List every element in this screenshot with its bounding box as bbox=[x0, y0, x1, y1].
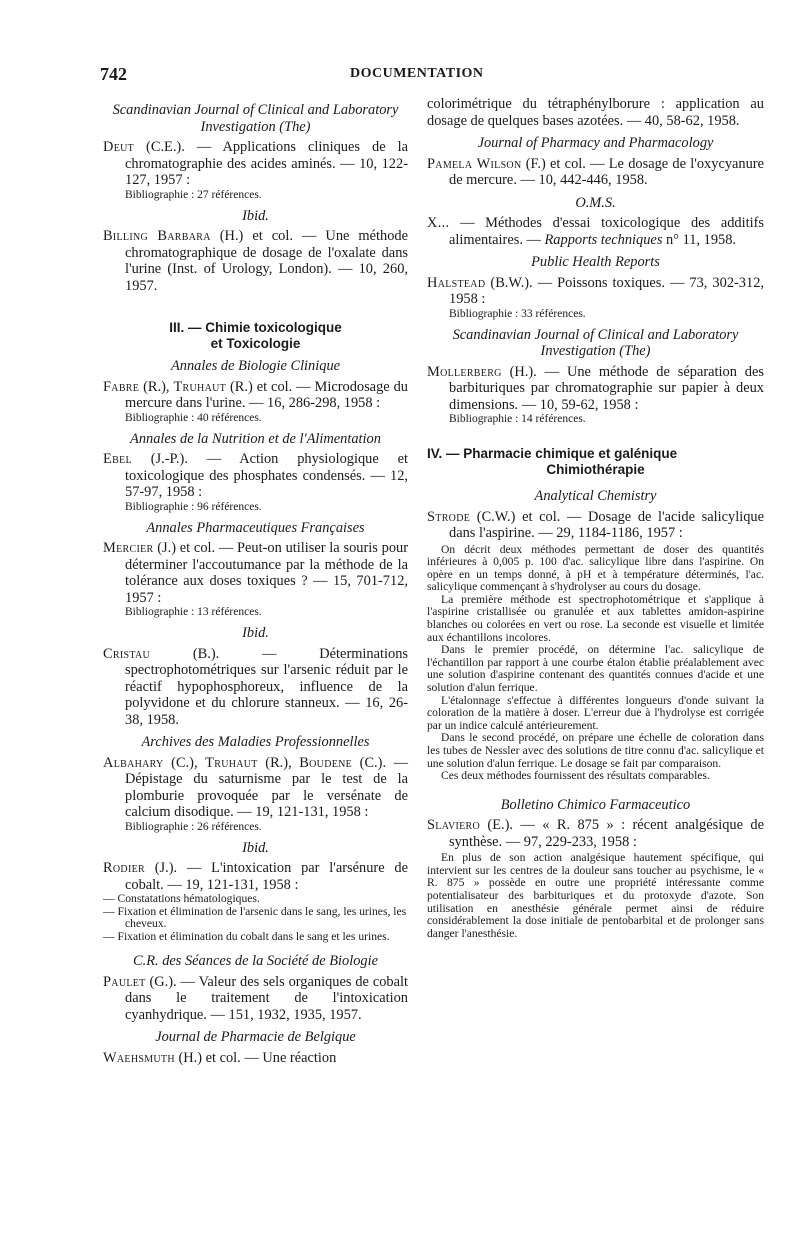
right-column bbox=[427, 96, 764, 940]
journal-title: Ibid. bbox=[242, 625, 269, 641]
bibliography-count: Bibliographie : 14 références. bbox=[449, 413, 586, 425]
bib-entry: Strode (C.W.) et col. — Dosage de l'acide salicylique dans l'aspirine. — 29, 1184-1186, 1957 : bbox=[427, 508, 764, 541]
journal-title: Ibid. bbox=[242, 839, 269, 856]
left-column bbox=[103, 96, 408, 1066]
bib-entry: Paulet (G.). — Valeur des sels organiques de cobalt dans le traitement de l'intoxication cyanhydrique. — 151, 1932, 1935, 1957. bbox=[103, 973, 408, 1023]
abstract: En plus de son action analgésique hautement spécifique, qui intervient sur les centres de la douleur sans toucher au psychisme, le « R. 875 » possède en outre une propriété intéressante comme potentialisateur des barbituriques et du protoxyde d'azote. Son utilisation en anesthésie générale permet ainsi de réduire considérablement la dose initiale de pentobarbital et de prolonger sans danger l'anesthésie. bbox=[427, 851, 764, 940]
journal-title: C.R. des Séances de la Société de Biologie bbox=[133, 953, 378, 970]
running-title: DOCUMENTATION bbox=[350, 66, 484, 81]
bibliography-count: Bibliographie : 40 références. bbox=[125, 411, 262, 424]
page-header bbox=[100, 64, 780, 86]
journal-title: O.M.S. bbox=[575, 194, 616, 211]
journal-title: Annales de Biologie Clinique bbox=[170, 358, 341, 374]
journal-title: Public Health Reports bbox=[531, 254, 660, 270]
journal-title: Archives des Maladies Professionnelles bbox=[141, 734, 370, 750]
list-item: — Fixation et élimination de l'arsenic dans le sang, les urines, les cheveux. bbox=[103, 904, 407, 931]
bib-entry: Deut (C.E.). — Applications cliniques de la chromatographie des acides aminés. — 10, 122-127, 1957 : bbox=[103, 139, 408, 188]
journal-title: Bolletino Chimico Farmaceutico bbox=[500, 796, 691, 813]
bib-entry: Pamela Wilson (F.) et col. — Le dosage de l'oxycyanure de mercure. — 10, 442-446, 1958. bbox=[427, 155, 764, 188]
bibliography-count: Bibliographie : 96 références. bbox=[125, 500, 262, 513]
bib-entry: X... — Méthodes d'essai toxicologique des additifs alimentaires. — Rapports techniques n° 11, 1958. bbox=[427, 215, 764, 248]
bib-entry: Billing Barbara (H.) et col. — Une méthode chromatographique de dosage de l'oxalate dans l'urine (Inst. of Urology, London). — 10, 260, 1957. bbox=[103, 228, 408, 294]
bib-entry: Albahary (C.), Truhaut (R.), Boudene (C.). — Dépistage du saturnisme par le test de la plomburie provoquée par le versénate de calcium disodique. — 19, 121-131, 1958 : bbox=[103, 754, 409, 820]
journal-title: Journal of Pharmacy and Pharmacology bbox=[477, 135, 714, 151]
bib-entry: Slaviero (E.). — « R. 875 » : récent analgésique de synthèse. — 97, 229-233, 1958 : bbox=[427, 817, 764, 850]
abstract: On décrit deux méthodes permettant de doser des quantités inférieures à 0,005 p. 100 d'ac. salicylique libre dans l'aspirine. On opère en un temps donné, à pH et à température déterminés, l'ac. salicylique commençant à s'hydrolyser au cours du dosage. La première méthode est spectrophotométrique et s'applique à l'aspirine cristallisée ou granulée et aux tablettes amidon-aspirine blanches ou colorées en vert ou rose. La seconde est visuelle et limitée aux échantillons incolores. Dans le premier procédé, on détermine l'ac. salicylique de l'échantillon par rapport à une courbe étalon établie préalablement avec une solution d'aspirine contenant des quantités connues d'acide et une solution d'alun ferrique. L'étalonnage s'effectue à différentes longueurs d'onde suivant la coloration de la matière à doser. L'erreur due à l'hydrolyse est corrigée par un indice calculé antérieurement. Dans le second procédé, on prépare une échelle de coloration dans les tubes de Nessler avec des solutions de titre connu d'ac. salicylique et une solution d'alun ferrique. Le dosage se fait par comparaison. Ces deux méthodes fournissent des résultats comparables. bbox=[427, 542, 764, 783]
bibliography-count: Bibliographie : 13 références. bbox=[125, 606, 262, 618]
bibliography-count: Bibliographie : 33 références. bbox=[449, 307, 586, 320]
bib-entry: Mollerberg (H.). — Une méthode de séparation des barbituriques par chromatographie sur papier à deux dimensions. — 10, 59-62, 1958 : bbox=[427, 363, 764, 413]
list-item: — Fixation et élimination du cobalt dans le sang et les urines. bbox=[103, 929, 390, 943]
author: Deut bbox=[103, 139, 135, 155]
bib-entry: Fabre (R.), Truhaut (R.) et col. — Microdosage du mercure dans l'urine. — 16, 286-298, 1958 : bbox=[103, 378, 408, 411]
author: Billing Barbara bbox=[103, 228, 211, 244]
section-heading: IV. — Pharmacie chimique et galénique Chimiothérapie bbox=[427, 446, 678, 477]
journal-title: Annales Pharmaceutiques Françaises bbox=[146, 519, 365, 536]
bibliography-count: Bibliographie : 27 références. bbox=[125, 188, 262, 201]
journal-title: Scandinavian Journal of Clinical and Laboratory Investigation (The) bbox=[112, 102, 399, 135]
bib-entry: Rodier (J.). — L'intoxication par l'arsénure de cobalt. — 19, 121-131, 1958 : bbox=[103, 860, 408, 893]
list-item: — Constatations hématologiques. bbox=[103, 892, 260, 905]
bibliography-count: Bibliographie : 26 références. bbox=[125, 820, 262, 833]
bib-entry: Ebel (J.-P.). — Action physiologique et toxicologique des phosphates condensés. — 12, 57-97, 1958 : bbox=[103, 451, 408, 500]
journal-title: Journal de Pharmacie de Belgique bbox=[155, 1029, 356, 1046]
bib-entry: Waehsmuth (H.) et col. — Une réaction bbox=[103, 1049, 337, 1066]
bib-entry: Cristau (B.). — Déterminations spectrophotométriques sur l'arsenic réduit par le réactif hypophosphoreux, influence de la polyvidone et du chlorure stanneux. — 16, 26-38, 1958. bbox=[103, 645, 408, 728]
journal-title: Annales de la Nutrition et de l'Alimentation bbox=[130, 430, 381, 447]
bib-entry-continued: colorimétrique du tétraphénylborure : application au dosage de quelques bases azotées. — 40, 58-62, 1958. bbox=[427, 96, 764, 129]
journal-title: Ibid. bbox=[242, 207, 269, 224]
bib-entry: Mercier (J.) et col. — Peut-on utiliser la souris pour déterminer l'accoutumance par la méthode de la tolérance aux doses toxiques ? — 15, 701-712, 1957 : bbox=[103, 540, 408, 606]
page-number: 742 bbox=[100, 64, 127, 84]
bib-entry: Halstead (B.W.). — Poissons toxiques. — 73, 302-312, 1958 : bbox=[427, 274, 764, 307]
journal-title: Analytical Chemistry bbox=[534, 488, 657, 504]
journal-title: Scandinavian Journal of Clinical and Laboratory Investigation (The) bbox=[452, 326, 739, 359]
section-heading: III. — Chimie toxicologique et Toxicologie bbox=[169, 320, 342, 351]
